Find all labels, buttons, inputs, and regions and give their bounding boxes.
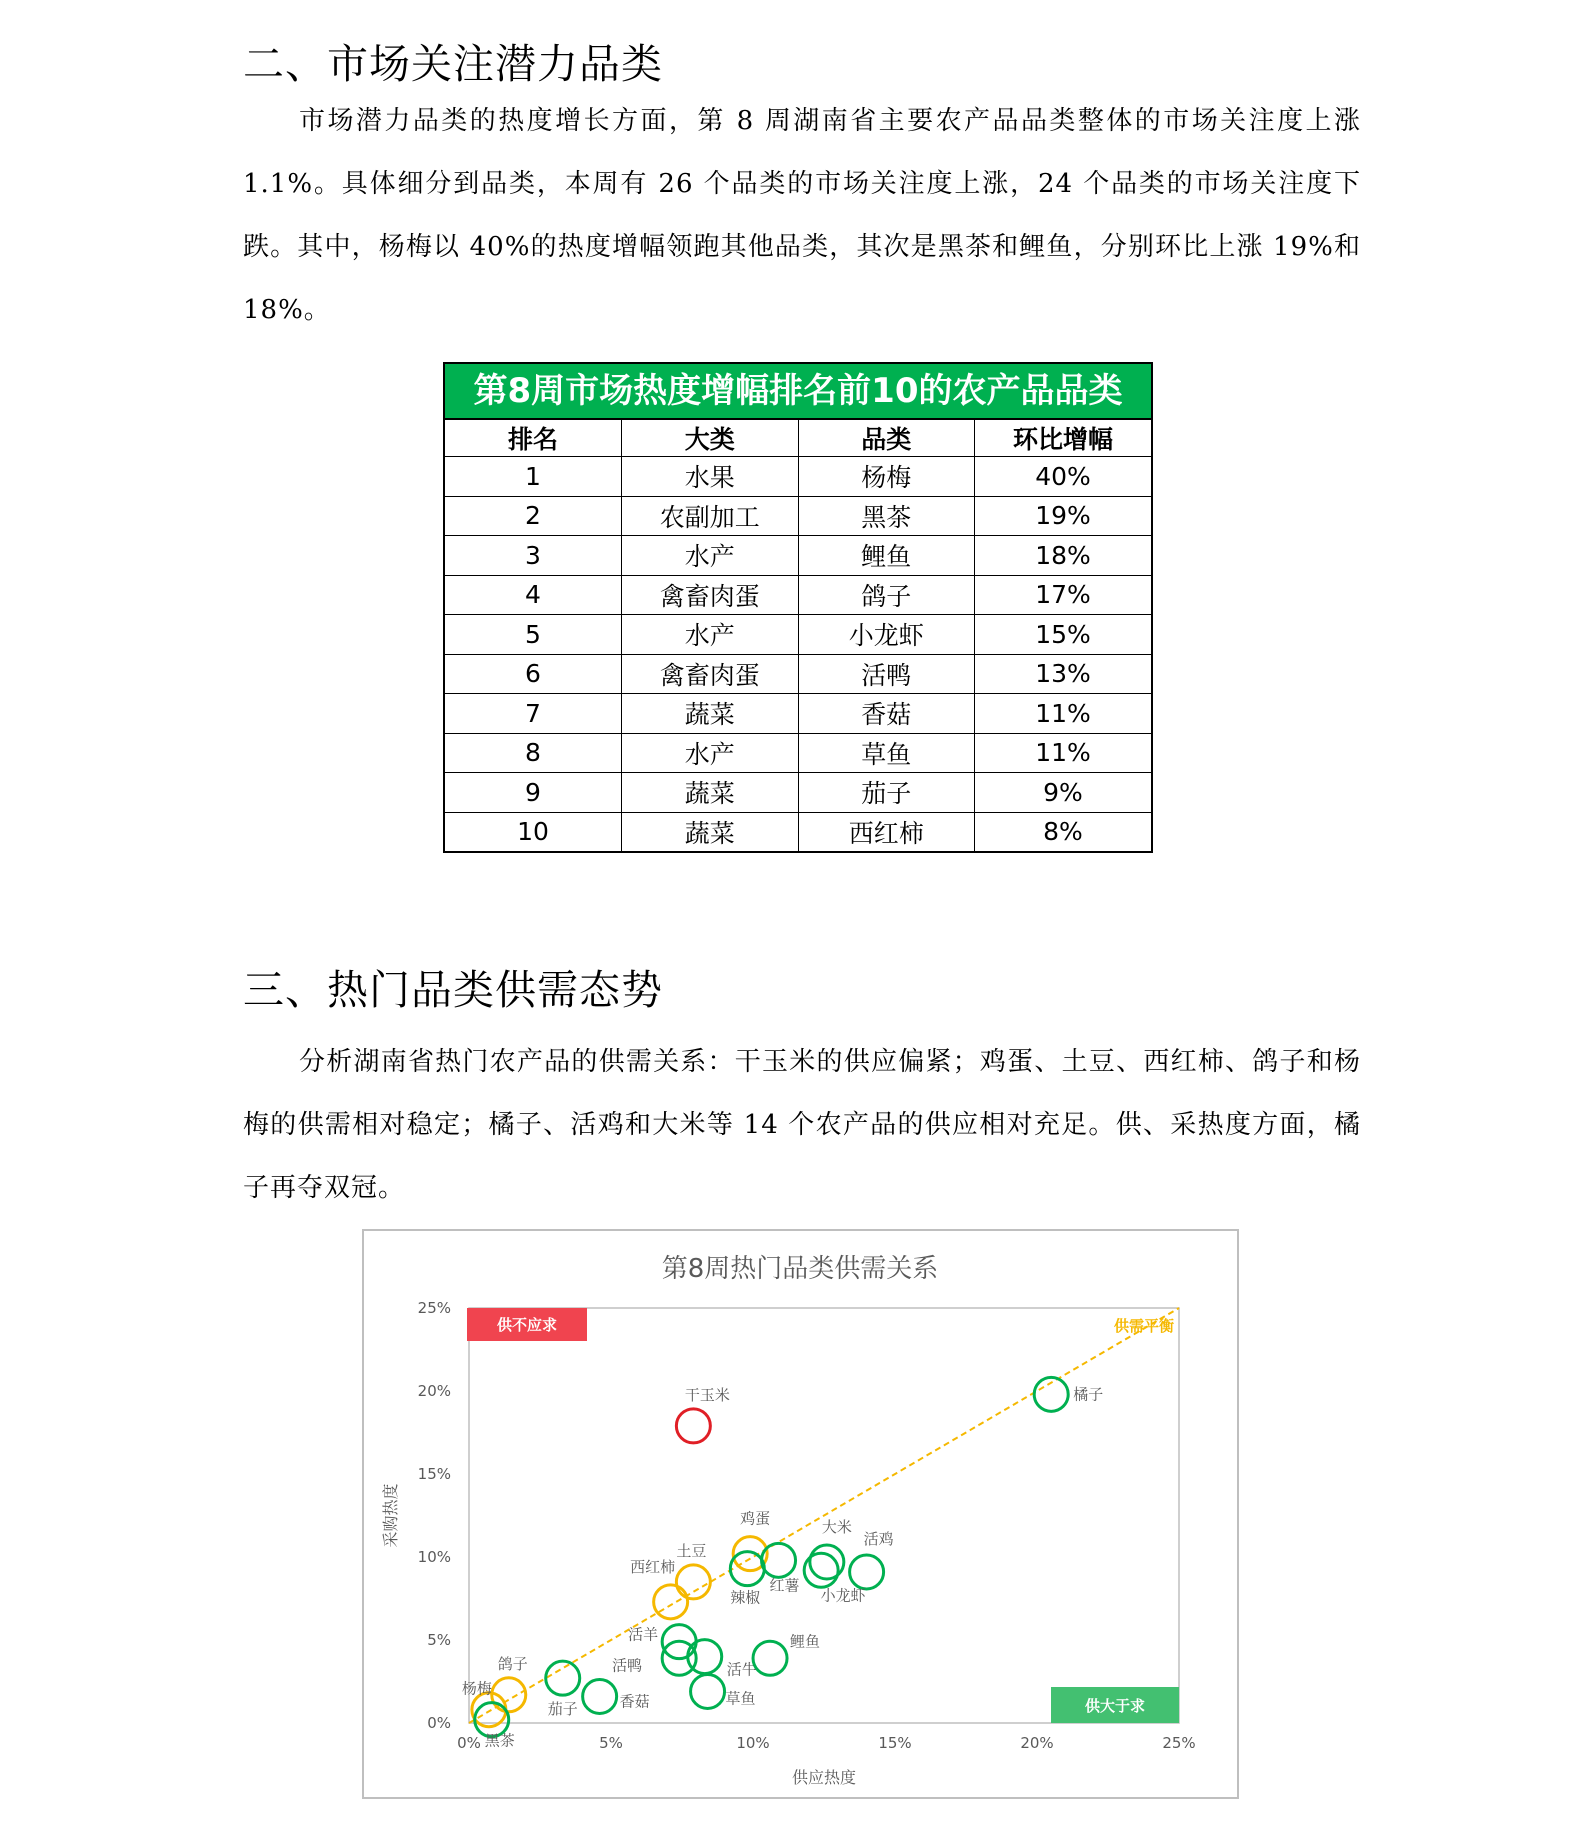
shortage-badge-label: 供不应求 xyxy=(496,1316,558,1334)
table-cell: 40% xyxy=(975,457,1152,497)
scatter-point-label: 活牛 xyxy=(726,1660,757,1679)
y-tick-label: 0% xyxy=(427,1714,451,1732)
table-header-cell: 品类 xyxy=(798,420,975,457)
scatter-point xyxy=(654,1585,688,1619)
scatter-point xyxy=(804,1553,838,1587)
scatter-point-label: 香菇 xyxy=(619,1692,650,1711)
scatter-point-label: 杨梅 xyxy=(461,1679,492,1698)
scatter-point xyxy=(688,1640,722,1674)
chart-title: 第8周热门品类供需关系 xyxy=(661,1254,939,1284)
table-row xyxy=(445,654,1151,694)
scatter-point xyxy=(753,1641,787,1675)
scatter-point xyxy=(583,1679,617,1713)
table-cell: 禽畜肉蛋 xyxy=(622,654,799,694)
scatter-point-label: 茄子 xyxy=(547,1700,578,1719)
scatter-point-label: 红薯 xyxy=(769,1576,800,1595)
scatter-point-label: 辣椒 xyxy=(730,1588,761,1607)
table-cell: 水果 xyxy=(622,457,799,497)
scatter-point xyxy=(676,1565,710,1599)
x-tick-label: 0% xyxy=(457,1734,481,1752)
scatter-point-label: 鸡蛋 xyxy=(740,1509,771,1528)
table-cell: 6 xyxy=(445,654,622,694)
y-tick-label: 25% xyxy=(417,1299,451,1317)
y-tick-label: 20% xyxy=(417,1382,451,1400)
table-row xyxy=(445,773,1151,813)
table-cell: 蔬菜 xyxy=(622,694,799,734)
table-header-row xyxy=(445,420,1151,457)
x-tick-label: 20% xyxy=(1020,1734,1054,1752)
section-heading-supply-demand: 三、热门品类供需态势 xyxy=(243,966,663,1014)
table-cell: 4 xyxy=(445,575,622,615)
table-header-cell: 排名 xyxy=(445,420,622,457)
table-cell: 8% xyxy=(975,812,1152,851)
table-cell: 19% xyxy=(975,496,1152,536)
table-cell: 1 xyxy=(445,457,622,497)
scatter-point xyxy=(691,1674,725,1708)
section-paragraph-supply-demand: 分析湖南省热门农产品的供需关系：干玉米的供应偏紧；鸡蛋、土豆、西红柿、鸽子和杨梅的供需相对稳定；橘子、活鸡和大米等 14 个农产品的供应相对充足。供、采热度方面，橘子再夺双冠。 xyxy=(243,1047,1361,1203)
table-row xyxy=(445,496,1151,536)
rank-table-grid xyxy=(445,420,1151,851)
table-cell: 黑茶 xyxy=(798,496,975,536)
table-cell: 茄子 xyxy=(798,773,975,813)
scatter-point-label: 小龙虾 xyxy=(820,1586,866,1605)
scatter-point-label: 西红柿 xyxy=(630,1557,676,1576)
table-row xyxy=(445,694,1151,734)
table-cell: 活鸭 xyxy=(798,654,975,694)
table-cell: 小龙虾 xyxy=(798,615,975,655)
table-cell: 香菇 xyxy=(798,694,975,734)
table-cell: 杨梅 xyxy=(798,457,975,497)
table-cell: 3 xyxy=(445,536,622,576)
balance-label: 供需平衡 xyxy=(1113,1317,1174,1335)
table-cell: 禽畜肉蛋 xyxy=(622,575,799,615)
scatter-point-label: 活羊 xyxy=(628,1625,659,1644)
y-tick-label: 10% xyxy=(417,1548,451,1566)
table-cell: 17% xyxy=(975,575,1152,615)
scatter-point-label: 鲤鱼 xyxy=(790,1632,821,1651)
table-cell: 9 xyxy=(445,773,622,813)
table-cell: 鸽子 xyxy=(798,575,975,615)
table-row xyxy=(445,457,1151,497)
surplus-badge-label: 供大于求 xyxy=(1084,1697,1146,1715)
y-axis-label: 采购热度 xyxy=(381,1483,400,1548)
scatter-point-label: 鸽子 xyxy=(497,1654,528,1673)
scatter-plot-svg xyxy=(364,1231,1237,1797)
table-cell: 鲤鱼 xyxy=(798,536,975,576)
rank-table-title: 第8周市场热度增幅排名前10的农产品品类 xyxy=(445,364,1151,420)
scatter-point-label: 橘子 xyxy=(1073,1385,1104,1404)
table-row xyxy=(445,615,1151,655)
y-tick-label: 5% xyxy=(427,1631,451,1649)
table-cell: 11% xyxy=(975,733,1152,773)
table-cell: 7 xyxy=(445,694,622,734)
scatter-point xyxy=(546,1661,580,1695)
scatter-point-label: 草鱼 xyxy=(725,1689,756,1708)
supply-demand-chart xyxy=(362,1229,1239,1799)
table-cell: 5 xyxy=(445,615,622,655)
table-row xyxy=(445,733,1151,773)
section-paragraph-market-potential: 市场潜力品类的热度增长方面，第 8 周湖南省主要农产品品类整体的市场关注度上涨 1.1%。具体细分到品类，本周有 26 个品类的市场关注度上涨，24 个品类的市场关注度下跌。其中，杨梅以 40%的热度增幅领跑其他品类，其次是黑茶和鲤鱼，分别环比上涨 19%和 18%。 xyxy=(243,106,1361,325)
x-tick-label: 5% xyxy=(599,1734,623,1752)
table-cell: 蔬菜 xyxy=(622,812,799,851)
scatter-point-label: 活鸡 xyxy=(863,1529,894,1548)
table-header-cell: 大类 xyxy=(622,420,799,457)
table-row xyxy=(445,812,1151,851)
scatter-point-label: 黑茶 xyxy=(484,1731,515,1750)
x-axis-label: 供应热度 xyxy=(791,1768,857,1787)
table-cell: 9% xyxy=(975,773,1152,813)
table-row xyxy=(445,575,1151,615)
table-cell: 15% xyxy=(975,615,1152,655)
scatter-point-label: 干玉米 xyxy=(684,1385,730,1404)
scatter-point-label: 大米 xyxy=(821,1517,852,1536)
scatter-point-label: 活鸭 xyxy=(612,1656,643,1675)
x-tick-label: 10% xyxy=(736,1734,770,1752)
x-tick-label: 15% xyxy=(878,1734,912,1752)
table-cell: 西红柿 xyxy=(798,812,975,851)
scatter-point xyxy=(850,1555,884,1589)
table-header-cell: 环比增幅 xyxy=(975,420,1152,457)
table-cell: 水产 xyxy=(622,733,799,773)
scatter-point-label: 土豆 xyxy=(676,1541,707,1560)
x-tick-label: 25% xyxy=(1162,1734,1196,1752)
scatter-point xyxy=(676,1409,710,1443)
table-cell: 8 xyxy=(445,733,622,773)
table-cell: 18% xyxy=(975,536,1152,576)
table-cell: 农副加工 xyxy=(622,496,799,536)
section-heading-market-potential: 二、市场关注潜力品类 xyxy=(243,40,663,88)
table-cell: 草鱼 xyxy=(798,733,975,773)
table-cell: 11% xyxy=(975,694,1152,734)
table-cell: 水产 xyxy=(622,615,799,655)
table-cell: 10 xyxy=(445,812,622,851)
table-cell: 13% xyxy=(975,654,1152,694)
y-tick-label: 15% xyxy=(417,1465,451,1483)
balance-diagonal-line xyxy=(469,1308,1179,1723)
table-cell: 蔬菜 xyxy=(622,773,799,813)
table-cell: 水产 xyxy=(622,536,799,576)
table-cell: 2 xyxy=(445,496,622,536)
table-row xyxy=(445,536,1151,576)
rank-table xyxy=(443,362,1153,853)
